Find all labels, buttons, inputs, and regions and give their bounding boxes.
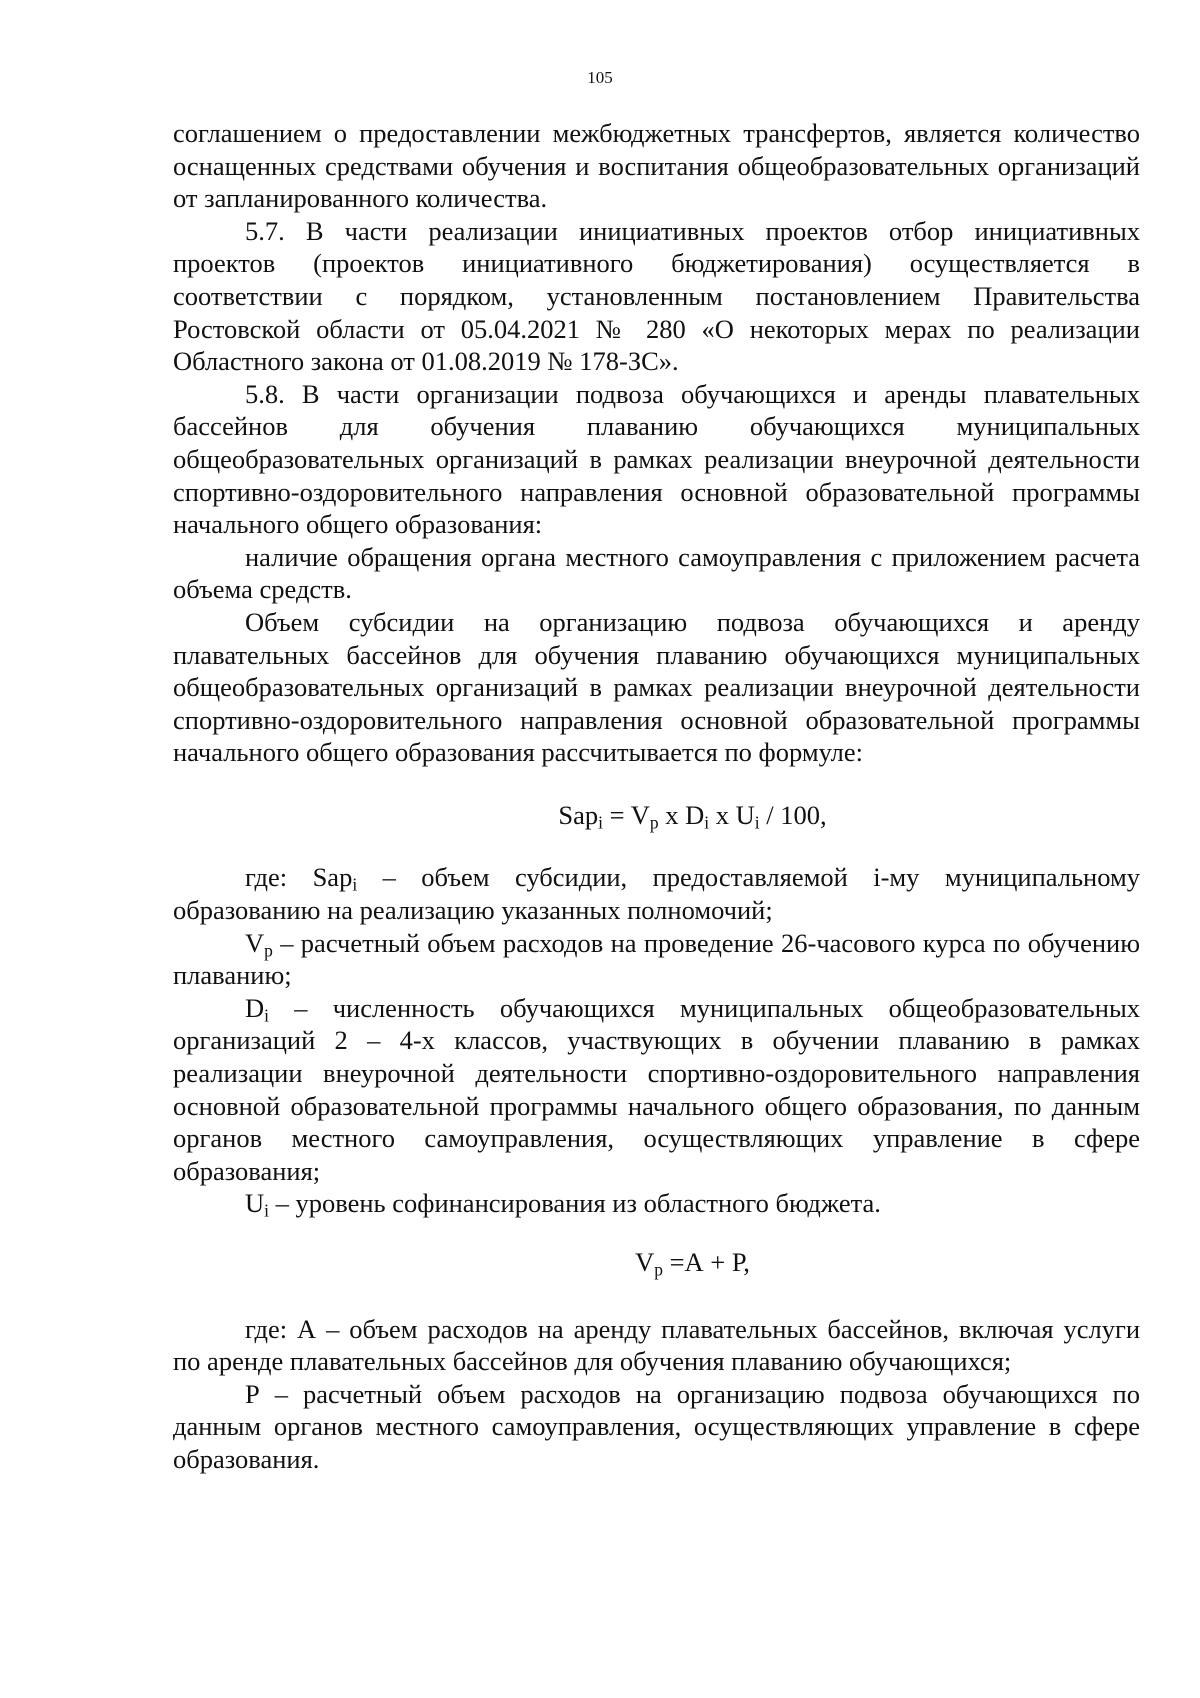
document-body [173, 117, 1140, 1476]
formula-sub-i: i [704, 812, 710, 833]
definition-symbol: D [245, 992, 265, 1023]
definition-sub-i: i [352, 874, 358, 895]
formula-v: V [635, 1247, 655, 1277]
formula-subsidy [245, 799, 1140, 832]
formula-sub-i: i [598, 812, 603, 833]
definition-p: Р – расчетный объем расходов на организацию подвоза обучающихся по данным органов местного самоуправления, осуществляющих управление в сфере образования. [173, 1378, 1140, 1474]
definition-sub-i: i [264, 1005, 269, 1026]
formula-vp [245, 1246, 1140, 1279]
formula-sub-p: p [654, 1259, 663, 1280]
formula-sap: Sap [558, 799, 599, 830]
paragraph-continuation: соглашением о предоставлении межбюджетных трансфертов, является количество оснащенных средствами обучения и воспитания общеобразовательных организаций от запланированного количества. [173, 118, 1140, 214]
formula-u: U [735, 799, 755, 830]
definition-ui [173, 1187, 1140, 1220]
definition-sub-i: i [264, 1200, 269, 1221]
definition-text: – объем субсидии, предоставляемой i-му муниципальному образованию на реализацию указанных полномочий; [173, 862, 1140, 926]
formula-sub-i: i [754, 812, 760, 833]
page-number: 105 [587, 68, 613, 87]
definition-di [173, 992, 1140, 1188]
paragraph-5-8: 5.8. В части организации подвоза обучающихся и аренды плавательных бассейнов для обучения плаванию обучающихся муниципальных общеобразовательных организаций в рамках реализации внеурочной деятельности спортивно-оздоровительного направления основной образовательной программы начального общего образования: [173, 378, 1140, 540]
definition-symbol: V [245, 927, 265, 958]
paragraph-request: наличие обращения органа местного самоуправления с приложением расчета объема средств. [173, 541, 1140, 605]
formula-d: D [685, 799, 705, 830]
formula-rest: =А + Р, [662, 1247, 750, 1277]
formula-times-2: x [709, 799, 736, 830]
definition-prefix: где: Sap [245, 862, 353, 893]
formula-sub-p: p [649, 812, 659, 833]
definition-sub-p: p [264, 940, 273, 961]
definition-text: – уровень софинансирования из областного бюджета. [269, 1188, 881, 1219]
definition-text: – расчетный объем расходов на проведение 26-часового курса по обучению плаванию; [173, 927, 1140, 991]
paragraph-subsidy-volume: Объем субсидии на организацию подвоза обучающихся и аренду плавательных бассейнов для обучения плаванию обучающихся муниципальных общеобразовательных организаций в рамках реализации внеурочной деятельности спортивно-оздоровительного направления основной образовательной программы начального общего образования рассчитывается по формуле: [173, 606, 1140, 768]
definition-symbol: U [245, 1188, 265, 1219]
paragraph-5-7: 5.7. В части реализации инициативных проектов отбор инициативных проектов (проектов инициативного бюджетирования) осуществляется в соответствии с порядком, установленным постановлением Правительства Ростовской области от 05.04.2021 № 280 «О некоторых мерах по реализации Областного закона от 01.08.2019 № 178-ЗС». [173, 215, 1140, 377]
definition-text: – численность обучающихся муниципальных общеобразовательных организаций 2 – 4-х классов, участвующих в обучении плаванию в рамках реализации внеурочной деятельности спортивно-оздоровительного направления основной образовательной программы начального общего образования, по данным органов местного самоуправления, осуществляющих управление в сфере образования; [173, 992, 1140, 1186]
formula-equals: = [603, 799, 631, 830]
definition-a: где: А – объем расходов на аренду плавательных бассейнов, включая услуги по аренде плавательных бассейнов для обучения плаванию обучающихся; [173, 1313, 1140, 1377]
formula-tail: / 100, [759, 799, 827, 830]
formula-times-1: x [658, 799, 686, 830]
definition-vp [173, 927, 1140, 992]
definition-sap [173, 861, 1140, 926]
formula-v: V [630, 799, 650, 830]
